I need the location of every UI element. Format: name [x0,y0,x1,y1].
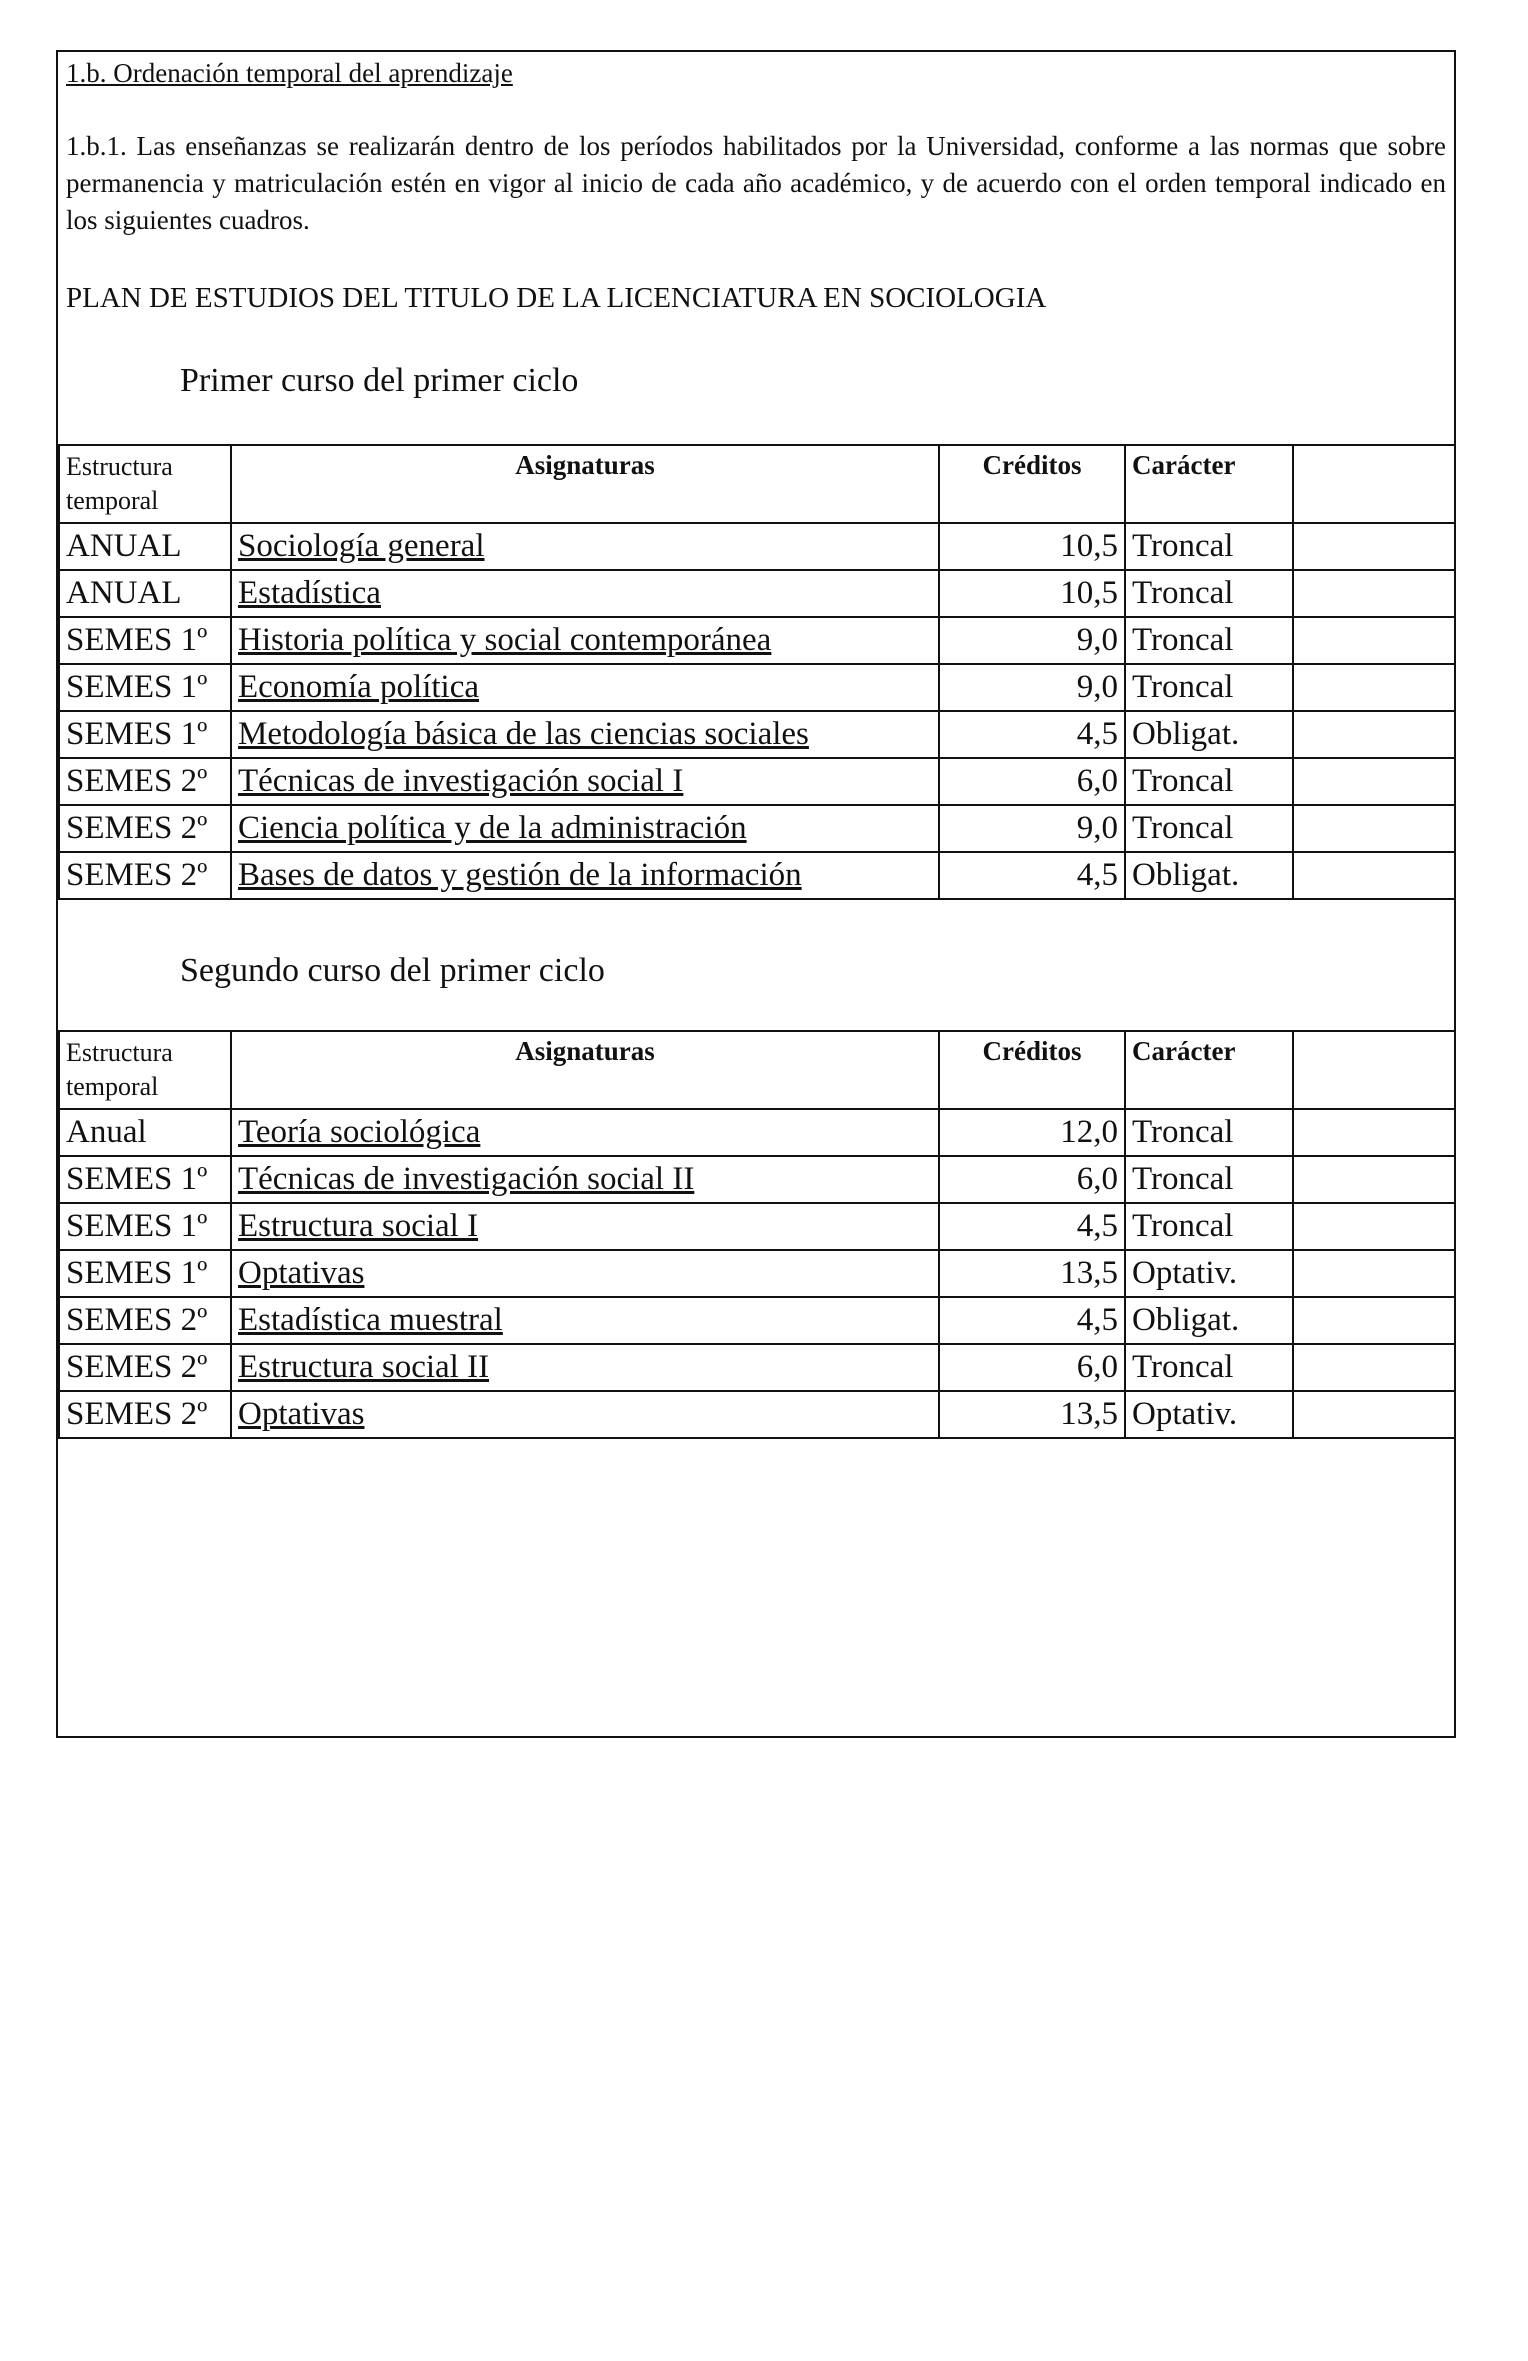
estructura-cell: SEMES 1º [59,1156,231,1203]
estructura-cell: ANUAL [59,570,231,617]
estructura-cell: SEMES 2º [59,805,231,852]
estructura-cell: SEMES 2º [59,1297,231,1344]
header-asignaturas: Asignaturas [231,445,939,523]
table-row [59,758,1455,805]
table-row [59,1297,1455,1344]
creditos-cell: 6,0 [939,758,1125,805]
table-row [59,1156,1455,1203]
caracter-cell: Troncal [1125,758,1293,805]
blank-cell [1293,805,1455,852]
caracter-cell: Troncal [1125,664,1293,711]
asignatura-cell: Bases de datos y gestión de la información [231,852,939,899]
caracter-cell: Optativ. [1125,1391,1293,1438]
table-row [59,570,1455,617]
caracter-cell: Obligat. [1125,1297,1293,1344]
asignatura-cell: Estructura social I [231,1203,939,1250]
estructura-cell: SEMES 1º [59,1250,231,1297]
table-row [59,1250,1455,1297]
creditos-cell: 9,0 [939,805,1125,852]
blank-cell [1293,711,1455,758]
creditos-cell: 13,5 [939,1250,1125,1297]
table-row [59,1391,1455,1438]
blank-cell [1293,664,1455,711]
header-creditos: Créditos [939,445,1125,523]
table-row [59,852,1455,899]
estructura-cell: SEMES 2º [59,852,231,899]
creditos-cell: 4,5 [939,711,1125,758]
asignatura-cell: Optativas [231,1391,939,1438]
table-row [59,711,1455,758]
course2-table [58,1030,1456,1439]
estructura-cell: SEMES 1º [59,711,231,758]
blank-cell [1293,758,1455,805]
blank-cell [1293,1250,1455,1297]
creditos-cell: 12,0 [939,1109,1125,1156]
caracter-cell: Troncal [1125,617,1293,664]
course1-heading: Primer curso del primer ciclo [180,362,579,399]
course2-heading: Segundo curso del primer ciclo [180,952,605,989]
document-frame [56,50,1456,1738]
estructura-cell: SEMES 2º [59,1391,231,1438]
estructura-cell: SEMES 2º [59,758,231,805]
asignatura-cell: Historia política y social contemporánea [231,617,939,664]
creditos-cell: 10,5 [939,570,1125,617]
asignatura-cell: Metodología básica de las ciencias sociales [231,711,939,758]
creditos-cell: 4,5 [939,1203,1125,1250]
creditos-cell: 10,5 [939,523,1125,570]
creditos-cell: 9,0 [939,617,1125,664]
header-blank [1293,1031,1455,1109]
blank-cell [1293,1109,1455,1156]
asignatura-cell: Técnicas de investigación social II [231,1156,939,1203]
estructura-cell: Anual [59,1109,231,1156]
table-row [59,805,1455,852]
blank-cell [1293,570,1455,617]
asignatura-cell: Economía política [231,664,939,711]
table-row [59,1109,1455,1156]
asignatura-cell: Teoría sociológica [231,1109,939,1156]
caracter-cell: Troncal [1125,1344,1293,1391]
blank-cell [1293,1297,1455,1344]
asignatura-cell: Ciencia política y de la administración [231,805,939,852]
blank-cell [1293,852,1455,899]
asignatura-cell: Estructura social II [231,1344,939,1391]
asignatura-cell: Técnicas de investigación social I [231,758,939,805]
intro-paragraph: 1.b.1. Las enseñanzas se realizarán dentro de los períodos habilitados por la Universidad, conforme a las normas que sobre permanencia y matriculación estén en vigor al inicio de cada año académico, y de acuerdo con el orden temporal indicado en los siguientes cuadros. [66,131,1446,235]
caracter-cell: Troncal [1125,1109,1293,1156]
blank-cell [1293,1156,1455,1203]
creditos-cell: 6,0 [939,1156,1125,1203]
section-title: 1.b. Ordenación temporal del aprendizaje [66,58,513,88]
estructura-cell: SEMES 1º [59,664,231,711]
plan-title: PLAN DE ESTUDIOS DEL TITULO DE LA LICENCIATURA EN SOCIOLOGIA [66,282,1047,314]
table-row [59,617,1455,664]
asignatura-cell: Estadística muestral [231,1297,939,1344]
caracter-cell: Troncal [1125,1203,1293,1250]
table-header-row [59,445,1455,523]
creditos-cell: 9,0 [939,664,1125,711]
asignatura-cell: Estadística [231,570,939,617]
header-caracter: Carácter [1125,445,1293,523]
caracter-cell: Obligat. [1125,711,1293,758]
header-creditos: Créditos [939,1031,1125,1109]
caracter-cell: Troncal [1125,1156,1293,1203]
blank-cell [1293,1344,1455,1391]
header-estructura: Estructura temporal [59,445,231,523]
header-caracter: Carácter [1125,1031,1293,1109]
caracter-cell: Troncal [1125,523,1293,570]
table-header-row [59,1031,1455,1109]
caracter-cell: Troncal [1125,570,1293,617]
caracter-cell: Optativ. [1125,1250,1293,1297]
caracter-cell: Troncal [1125,805,1293,852]
table-row [59,1203,1455,1250]
course1-table [58,444,1456,900]
estructura-cell: SEMES 2º [59,1344,231,1391]
table-row [59,664,1455,711]
header-blank [1293,445,1455,523]
estructura-cell: ANUAL [59,523,231,570]
creditos-cell: 6,0 [939,1344,1125,1391]
table-row [59,1344,1455,1391]
asignatura-cell: Optativas [231,1250,939,1297]
blank-cell [1293,1203,1455,1250]
header-estructura: Estructura temporal [59,1031,231,1109]
asignatura-cell: Sociología general [231,523,939,570]
table-row [59,523,1455,570]
caracter-cell: Obligat. [1125,852,1293,899]
creditos-cell: 4,5 [939,852,1125,899]
intro-section [58,52,1454,444]
creditos-cell: 13,5 [939,1391,1125,1438]
blank-cell [1293,617,1455,664]
header-asignaturas: Asignaturas [231,1031,939,1109]
estructura-cell: SEMES 1º [59,617,231,664]
estructura-cell: SEMES 1º [59,1203,231,1250]
creditos-cell: 4,5 [939,1297,1125,1344]
blank-cell [1293,523,1455,570]
blank-cell [1293,1391,1455,1438]
